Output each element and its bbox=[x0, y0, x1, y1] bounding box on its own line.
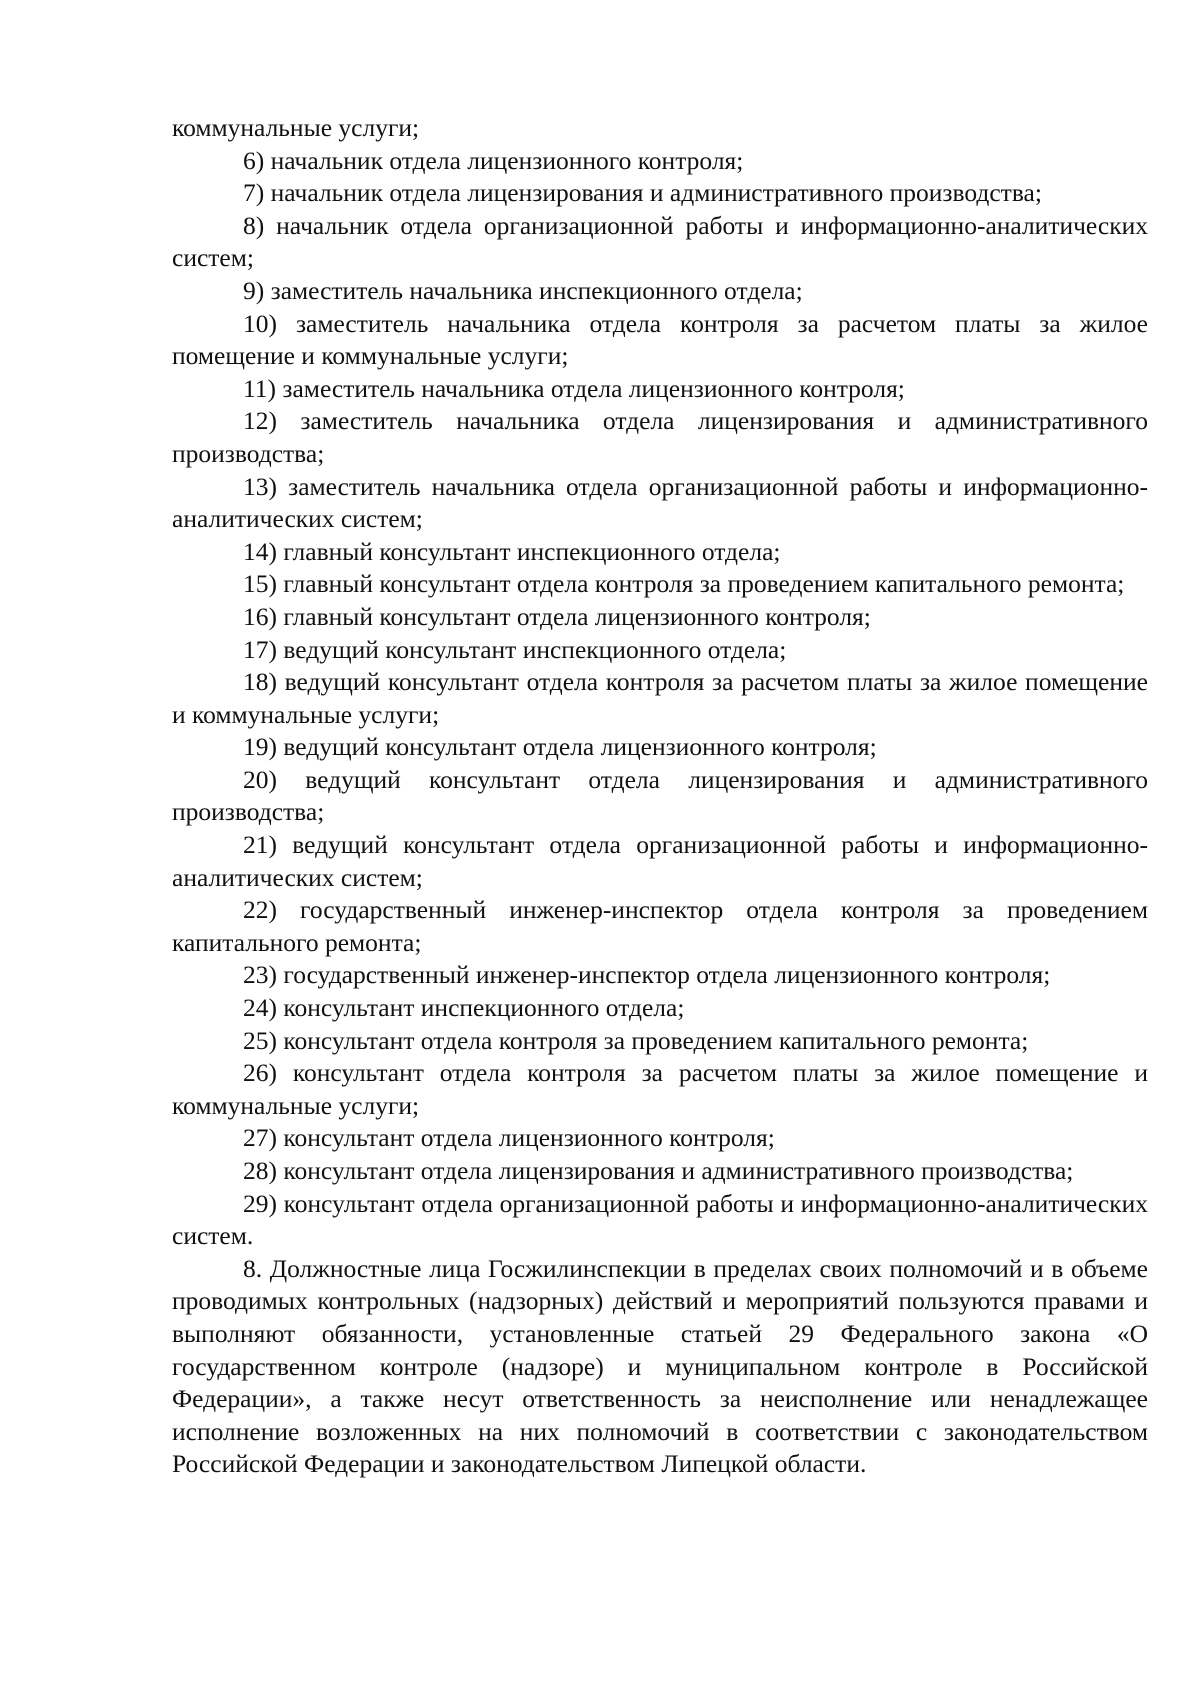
list-item-9: 9) заместитель начальника инспекционного отдела; bbox=[243, 275, 803, 305]
list-item-21: 21) ведущий консультант отдела организационной работы и информационно-аналитических систем; bbox=[172, 830, 1148, 892]
list-item-24: 24) консультант инспекционного отдела; bbox=[243, 993, 685, 1023]
list-item-16: 16) главный консультант отдела лицензионного контроля; bbox=[243, 601, 871, 631]
list-item-18: 18) ведущий консультант отдела контроля за расчетом платы за жилое помещение и коммунальные услуги; bbox=[172, 667, 1148, 729]
list-item-29: 29) консультант отдела организационной работы и информационно-аналитических систем. bbox=[172, 1188, 1148, 1251]
list-item-12: 12) заместитель начальника отдела лицензирования и административного производства; bbox=[172, 406, 1148, 468]
list-item-27: 27) консультант отдела лицензионного контроля; bbox=[243, 1123, 775, 1153]
list-item-25: 25) консультант отдела контроля за проведением капитального ремонта; bbox=[243, 1025, 1029, 1055]
list-item-14: 14) главный консультант инспекционного отдела; bbox=[243, 536, 781, 566]
list-item-7: 7) начальник отдела лицензирования и административного производства; bbox=[243, 178, 1042, 208]
list-item-28: 28) консультант отдела лицензирования и административного производства; bbox=[243, 1156, 1074, 1185]
list-item-23: 23) государственный инженер-инспектор отдела лицензионного контроля; bbox=[243, 960, 1051, 990]
list-item-11: 11) заместитель начальника отдела лицензионного контроля; bbox=[243, 373, 905, 403]
paragraph-continuation: коммунальные услуги; bbox=[172, 113, 420, 142]
list-item-8: 8) начальник отдела организационной работы и информационно-аналитических систем; bbox=[172, 210, 1148, 273]
list-item-26: 26) консультант отдела контроля за расчетом платы за жилое помещение и коммунальные услуги; bbox=[172, 1058, 1148, 1120]
list-item-20: 20) ведущий консультант отдела лицензирования и административного производства; bbox=[172, 764, 1148, 827]
list-item-22: 22) государственный инженер-инспектор отдела контроля за проведением капитального ремонта; bbox=[172, 895, 1148, 957]
list-item-15: 15) главный консультант отдела контроля за проведением капитального ремонта; bbox=[243, 569, 1125, 599]
list-item-13: 13) заместитель начальника отдела организационной работы и информационно-аналитических систем; bbox=[172, 471, 1148, 534]
list-item-6: 6) начальник отдела лицензионного контроля; bbox=[243, 145, 744, 175]
list-item-17: 17) ведущий консультант инспекционного отдела; bbox=[243, 634, 787, 664]
list-item-19: 19) ведущий консультант отдела лицензионного контроля; bbox=[243, 732, 877, 762]
clause-8-paragraph: 8. Должностные лица Госжилинспекции в пределах своих полномочий и в объеме проводимых контрольных (надзорных) действий и мероприятий пользуются правами и выполняют обязанности, установленные статьей 29 Федерального закона «О государственном контроле (надзоре) и муниципальном контроле в Российской Федерации», а также несут ответственность за неисполнение или ненадлежащее исполнение возложенных на них полномочий в соответствии с законодательством Российской Федерации и законодательством Липецкой области. bbox=[172, 1253, 1148, 1479]
list-item-10: 10) заместитель начальника отдела контроля за расчетом платы за жилое помещение и коммунальные услуги; bbox=[172, 308, 1148, 371]
